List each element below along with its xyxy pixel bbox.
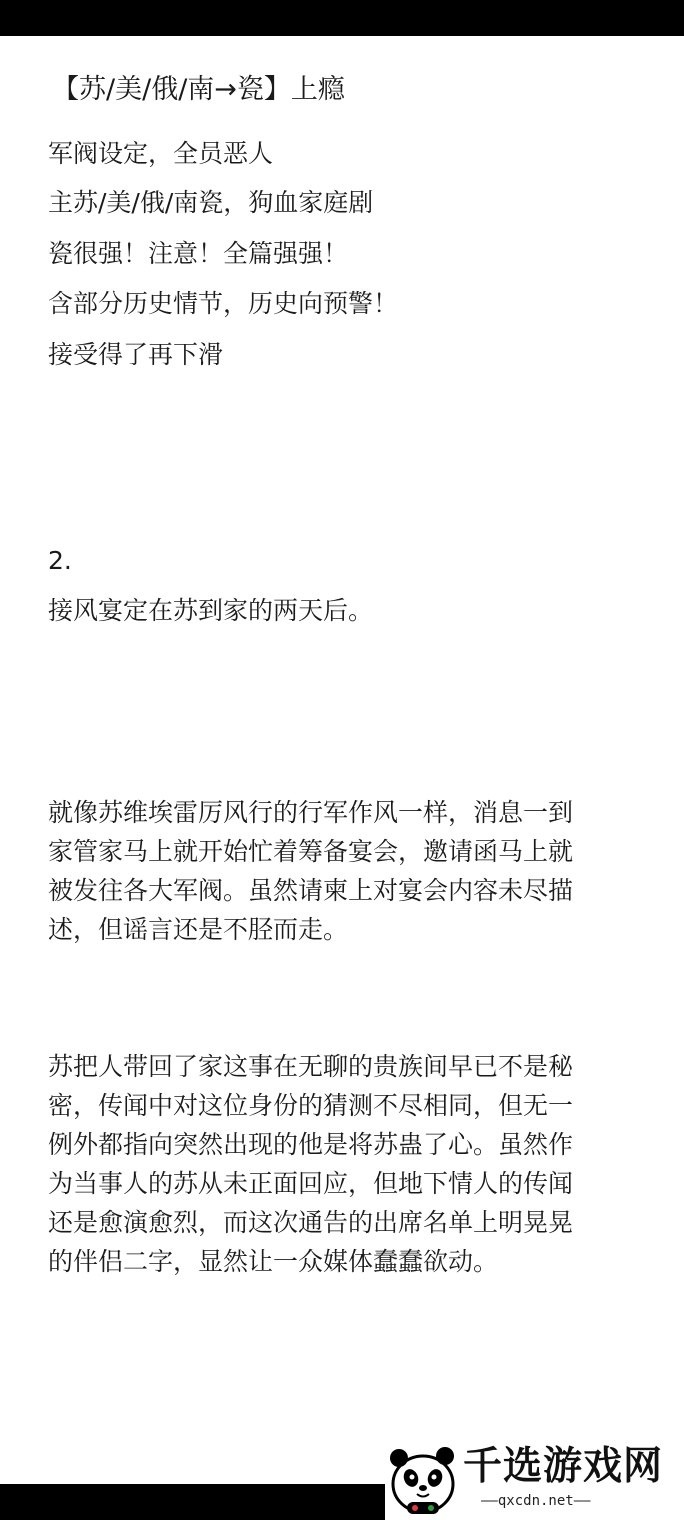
intro-line: 含部分历史情节，历史向预警！	[48, 289, 399, 318]
watermark-site: ——qxcdn.net——	[481, 1493, 591, 1509]
intro-line: 接受得了再下滑	[48, 340, 224, 369]
intro-line: 主苏/美/俄/南瓷，狗血家庭剧	[48, 188, 374, 217]
article-title: 【苏/美/俄/南→瓷】上瘾	[52, 74, 345, 105]
paragraph-1	[48, 793, 638, 949]
watermark-name: 千选游戏网	[463, 1444, 664, 1489]
paragraph-line: 例外都指向突然出现的他是将苏蛊了心。虽然作	[48, 1130, 574, 1159]
intro-line: 军阀设定，全员恶人	[48, 139, 274, 168]
paragraph-line: 家管家马上就开始忙着筹备宴会，邀请函马上就	[48, 837, 574, 866]
intro-line: 瓷很强！注意！全篇强强！	[48, 239, 349, 268]
chapter-opening: 接风宴定在苏到家的两天后。	[48, 596, 374, 625]
site-watermark	[385, 1440, 684, 1520]
chapter-number: 2.	[48, 546, 72, 575]
paragraph-line: 述，但谣言还是不胫而走。	[48, 915, 349, 944]
panda-icon	[387, 1444, 459, 1518]
paragraph-2	[48, 1047, 638, 1281]
paragraph-line: 还是愈演愈烈，而这次通告的出席名单上明晃晃	[48, 1208, 574, 1237]
paragraph-line: 就像苏维埃雷厉风行的行军作风一样，消息一到	[48, 798, 574, 827]
status-bar	[0, 0, 684, 36]
paragraph-line: 被发往各大军阀。虽然请柬上对宴会内容未尽描	[48, 876, 574, 905]
paragraph-line: 密，传闻中对这位身份的猜测不尽相同，但无一	[48, 1091, 574, 1120]
paragraph-line: 苏把人带回了家这事在无聊的贵族间早已不是秘	[48, 1052, 574, 1081]
paragraph-line: 为当事人的苏从未正面回应，但地下情人的传闻	[48, 1169, 574, 1198]
paragraph-line: 的伴侣二字，显然让一众媒体蠢蠢欲动。	[48, 1247, 499, 1276]
